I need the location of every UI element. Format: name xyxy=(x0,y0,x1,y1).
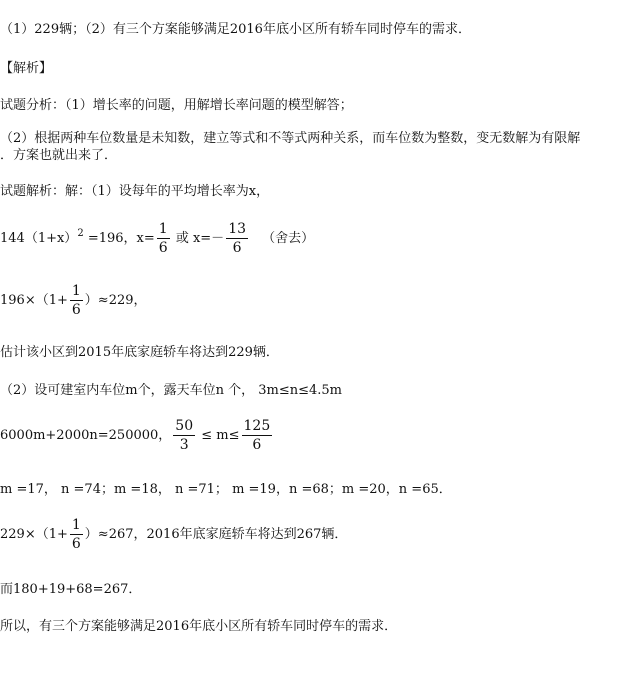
eq1-or: 或 x=－ xyxy=(175,231,225,246)
answer-line: （1）229辆；（2）有三个方案能够满足2016年底小区所有轿车同时停车的需求． xyxy=(0,22,471,37)
eq1-mid: =196，x= xyxy=(87,231,155,246)
eq3-mid: ≤ m≤ xyxy=(201,428,240,443)
eq1-post: （舍去） xyxy=(262,231,315,246)
fraction-thirteen-sixths: $\frac{13}{6}$ xyxy=(228,221,247,256)
eq2-pre: 196×（1+ xyxy=(0,293,68,308)
fraction-fifty-thirds: $\frac{50}{3}$ xyxy=(175,418,194,453)
equation-cost xyxy=(0,417,274,454)
eq1-exponent: 2 xyxy=(77,228,84,239)
fraction-125-sixths: $\frac{125}{6}$ xyxy=(243,418,271,453)
equation-growth xyxy=(0,220,314,257)
eq3-pre: 6000m+2000n=250000， xyxy=(0,428,172,443)
part2-setup: （2）设可建室内车位m个，露天车位n 个， 3m≤n≤4.5m xyxy=(0,383,342,398)
eq2-post: ）≈229， xyxy=(84,293,147,308)
estimate-2015: 估计该小区到2015年底家庭轿车将达到229辆． xyxy=(0,345,279,360)
analysis-line-1: 试题分析：（1）增长率的问题，用解增长率问题的模型解答； xyxy=(0,98,353,113)
eq4-pre: 229×（1+ xyxy=(0,527,68,542)
sum-line: 而180+19+68=267． xyxy=(0,582,142,597)
integer-cases: m =17， n =74；m =18， n =71； m =19，n =68；m =20，n =65． xyxy=(0,482,452,497)
analysis-line-3: ．方案也就出来了． xyxy=(0,148,118,163)
conclusion-line: 所以，有三个方案能够满足2016年底小区所有轿车同时停车的需求． xyxy=(0,619,398,634)
analysis-line-2: （2）根据两种车位数量是未知数，建立等式和不等式两种关系，而车位数为整数，变无数解为有限解 xyxy=(0,131,581,146)
eq1-pre: 144（1+x） xyxy=(0,231,78,246)
section-heading: 【解析】 xyxy=(0,61,53,76)
equation-2015 xyxy=(0,282,147,319)
equation-2016 xyxy=(0,516,347,553)
fraction-one-sixth: $\frac{1}{6}$ xyxy=(158,221,168,256)
fraction-one-sixth-2: $\frac{1}{6}$ xyxy=(71,283,81,318)
fraction-one-sixth-3: $\frac{1}{6}$ xyxy=(71,517,81,552)
eq4-post: ）≈267，2016年底家庭轿车将达到267辆． xyxy=(84,527,348,542)
solution-intro: 试题解析：解：（1）设每年的平均增长率为x， xyxy=(0,184,270,199)
